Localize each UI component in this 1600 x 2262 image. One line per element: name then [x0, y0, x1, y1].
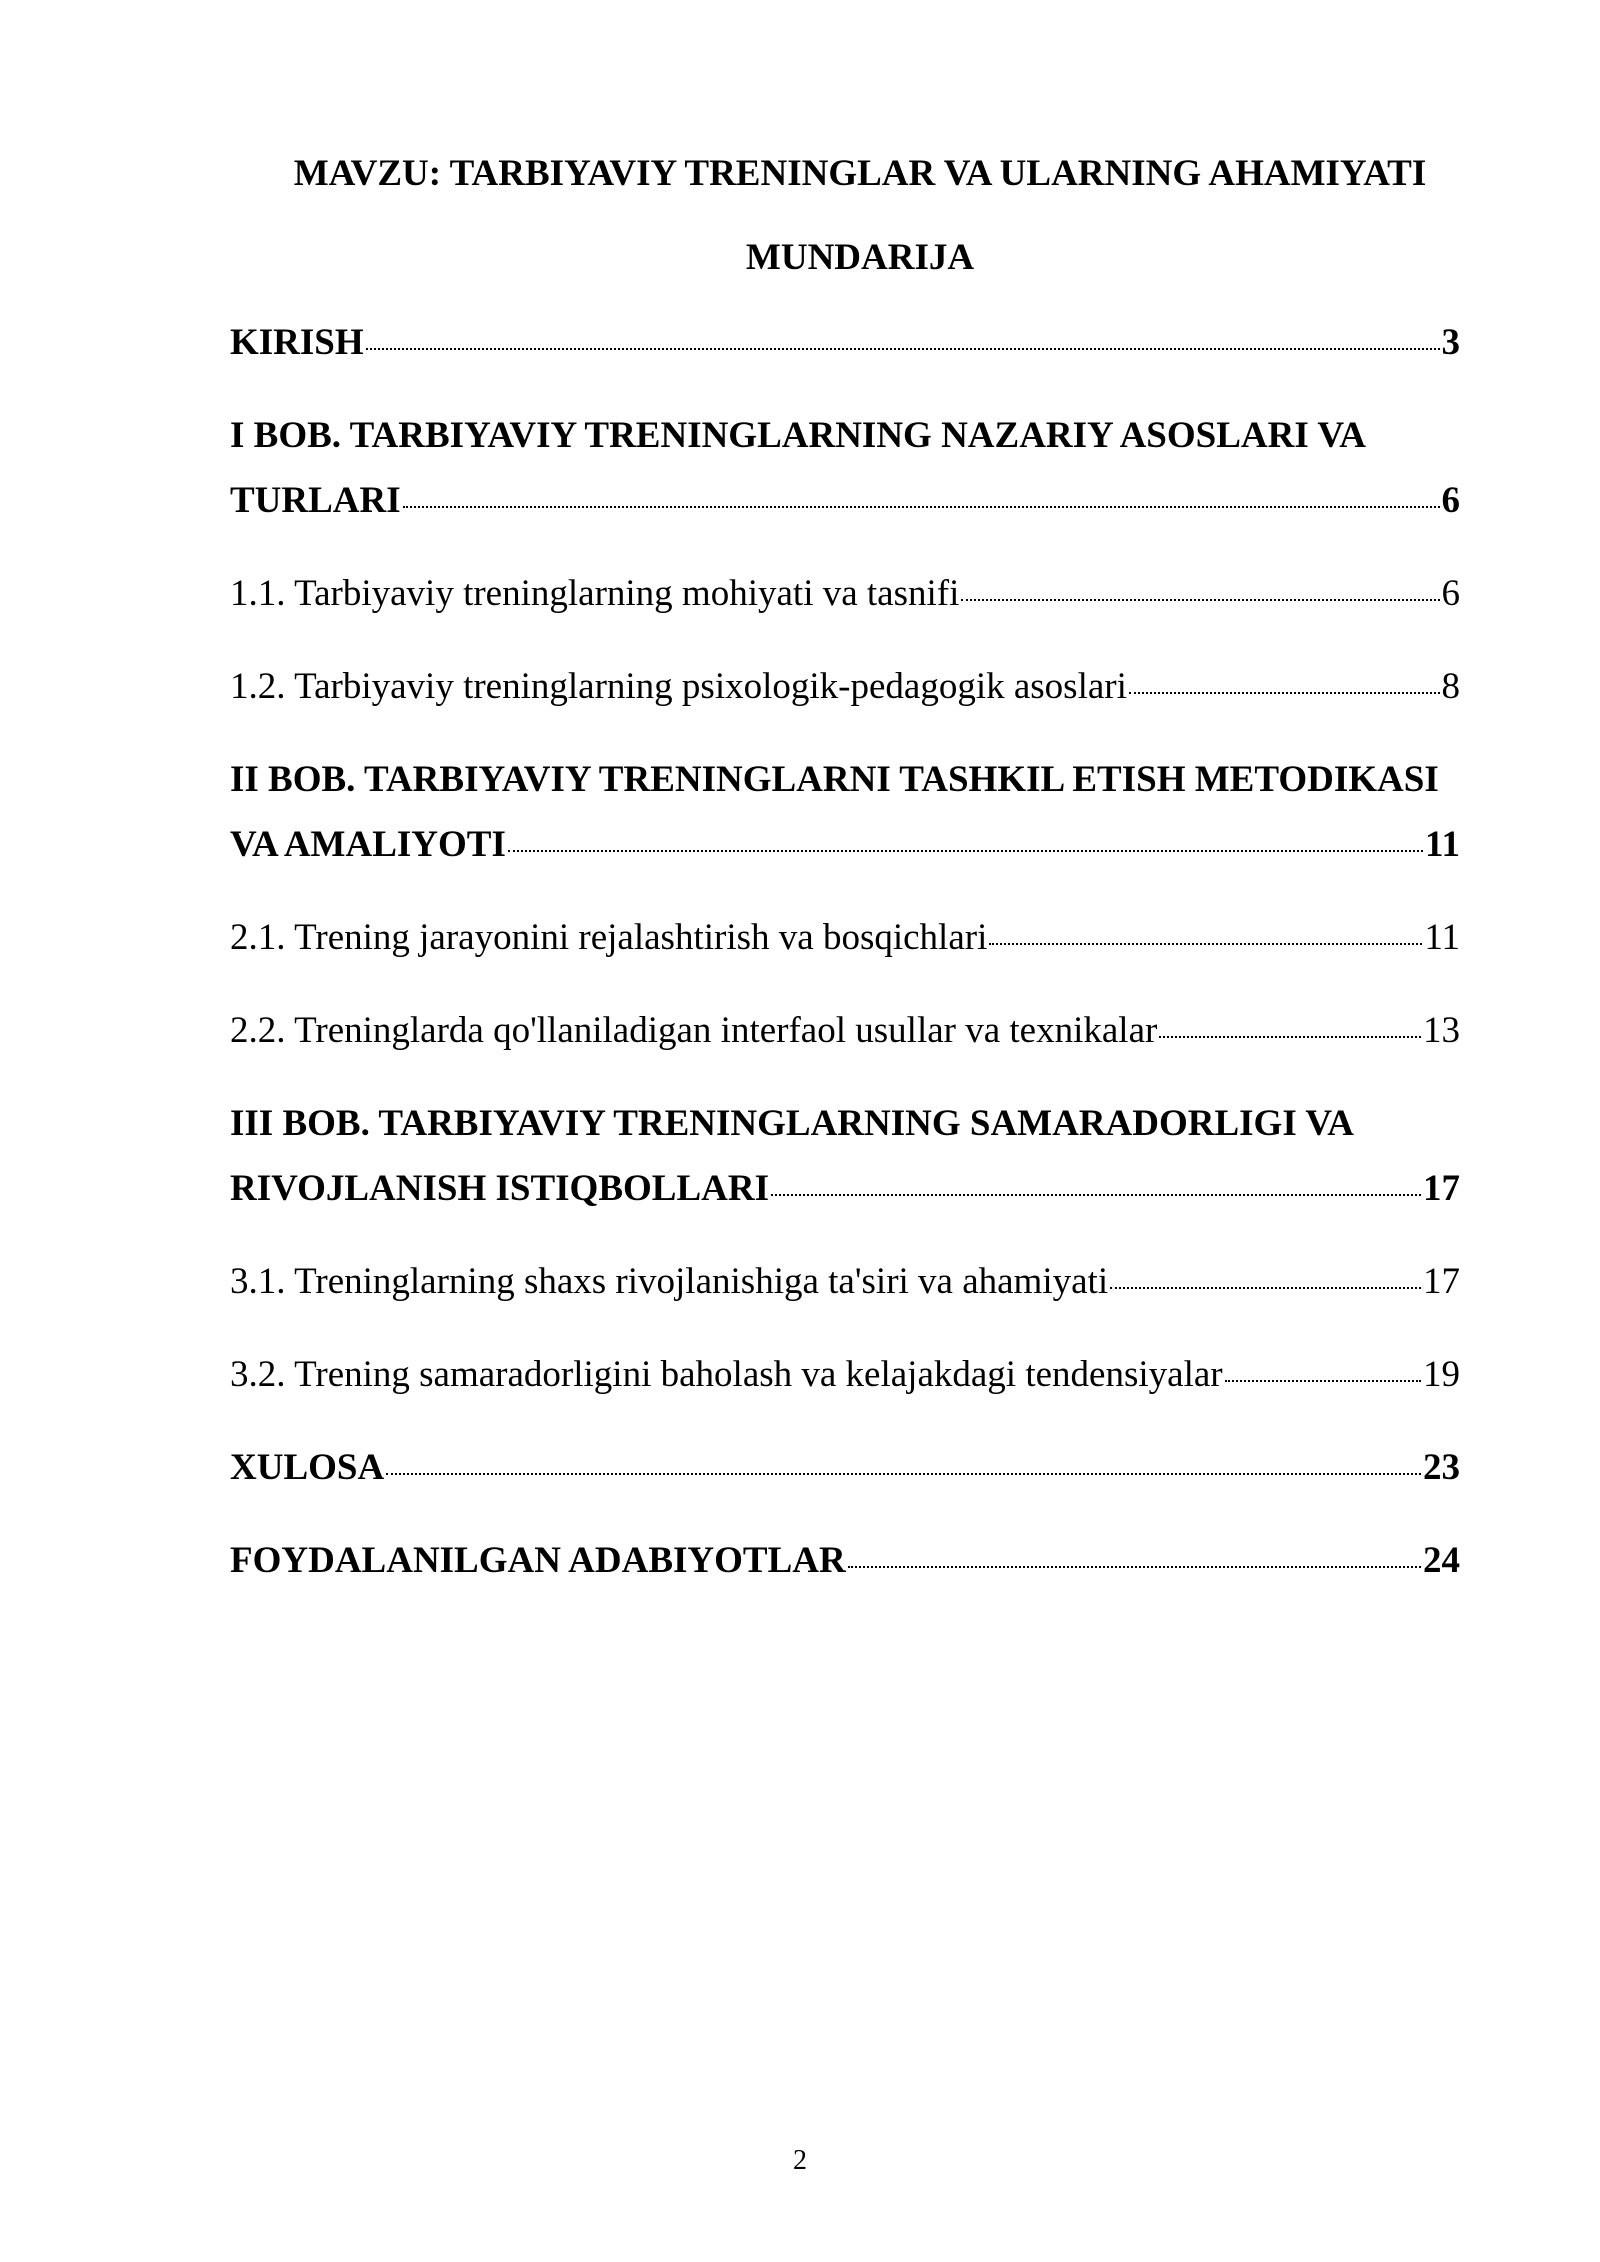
toc-entry-page: 6	[1441, 573, 1460, 614]
toc-entry-xulosa	[230, 1435, 1460, 1500]
dot-leader	[508, 850, 1423, 852]
page-number: 2	[793, 2145, 807, 2176]
dot-leader	[1129, 692, 1440, 694]
toc-entry-title: FOYDALANILGAN ADABIYOTLAR	[230, 1540, 846, 1581]
dot-leader	[989, 943, 1422, 945]
toc-entry-title: 2.1. Trening jarayonini rejalashtirish va bosqichlari	[230, 917, 988, 958]
toc-entry-section-2-1	[230, 905, 1460, 970]
document-topic: MAVZU: TARBIYAVIY TRENINGLAR VA ULARNING AHAMIYATI	[293, 153, 1427, 194]
dot-leader	[366, 348, 1440, 350]
toc-entry-chapter-1	[230, 403, 1460, 533]
toc-entry-page: 24	[1423, 1540, 1460, 1581]
toc-entry-page: 6	[1441, 480, 1460, 521]
toc-entry-title: KIRISH	[230, 322, 364, 363]
dot-leader	[848, 1566, 1421, 1568]
toc-entry-page: 13	[1423, 1010, 1460, 1051]
toc-entry-page: 3	[1441, 322, 1460, 363]
toc-entry-title: 1.2. Tarbiyaviy treninglarning psixologik-pedagogik asoslari	[230, 666, 1127, 707]
toc-entry-title: RIVOJLANISH ISTIQBOLLARI	[230, 1168, 769, 1209]
dot-leader	[386, 1473, 1421, 1475]
toc-entry-page: 11	[1425, 824, 1460, 865]
toc-entry-section-1-2	[230, 654, 1460, 719]
toc-entry-title: XULOSA	[230, 1447, 385, 1488]
toc-entry-section-3-1	[230, 1249, 1460, 1314]
dot-leader	[1225, 1380, 1421, 1382]
toc-entry-title: 1.1. Tarbiyaviy treninglarning mohiyati va tasnifi	[230, 573, 960, 614]
dot-leader	[403, 506, 1440, 508]
toc-entry-page: 11	[1424, 917, 1460, 958]
toc-entry-chapter-2	[230, 747, 1460, 877]
toc-entry-adabiyotlar	[230, 1528, 1460, 1593]
toc-entry-kirish	[230, 310, 1460, 375]
toc-entry-page: 17	[1423, 1261, 1460, 1302]
toc-entry-page: 17	[1423, 1168, 1460, 1209]
toc-heading: MUNDARIJA	[745, 237, 975, 278]
toc-entry-title: 3.1. Treninglarning shaxs rivojlanishiga ta'siri va ahamiyati	[230, 1261, 1109, 1302]
table-of-contents	[230, 310, 1460, 1621]
toc-entry-page: 8	[1441, 666, 1460, 707]
dot-leader	[961, 599, 1439, 601]
toc-entry-section-1-1	[230, 561, 1460, 626]
toc-entry-title: TURLARI	[230, 480, 401, 521]
toc-entry-section-2-2	[230, 998, 1460, 1063]
toc-entry-page: 23	[1423, 1447, 1460, 1488]
dot-leader	[1159, 1036, 1421, 1038]
toc-entry-section-3-2	[230, 1342, 1460, 1407]
toc-entry-first-line: II BOB. TARBIYAVIY TRENINGLARNI TASHKIL ETISH METODIKASI	[230, 759, 1439, 800]
toc-entry-page: 19	[1423, 1354, 1460, 1395]
dot-leader	[1110, 1287, 1421, 1289]
toc-entry-chapter-3	[230, 1091, 1460, 1221]
toc-entry-title: VA AMALIYOTI	[230, 824, 506, 865]
toc-entry-first-line: I BOB. TARBIYAVIY TRENINGLARNING NAZARIY ASOSLARI VA	[230, 415, 1367, 456]
toc-entry-title: 2.2. Treninglarda qo'llaniladigan interfaol usullar va texnikalar	[230, 1010, 1158, 1051]
toc-entry-title: 3.2. Trening samaradorligini baholash va kelajakdagi tendensiyalar	[230, 1354, 1223, 1395]
dot-leader	[771, 1194, 1421, 1196]
toc-entry-first-line: III BOB. TARBIYAVIY TRENINGLARNING SAMARADORLIGI VA	[230, 1103, 1354, 1144]
